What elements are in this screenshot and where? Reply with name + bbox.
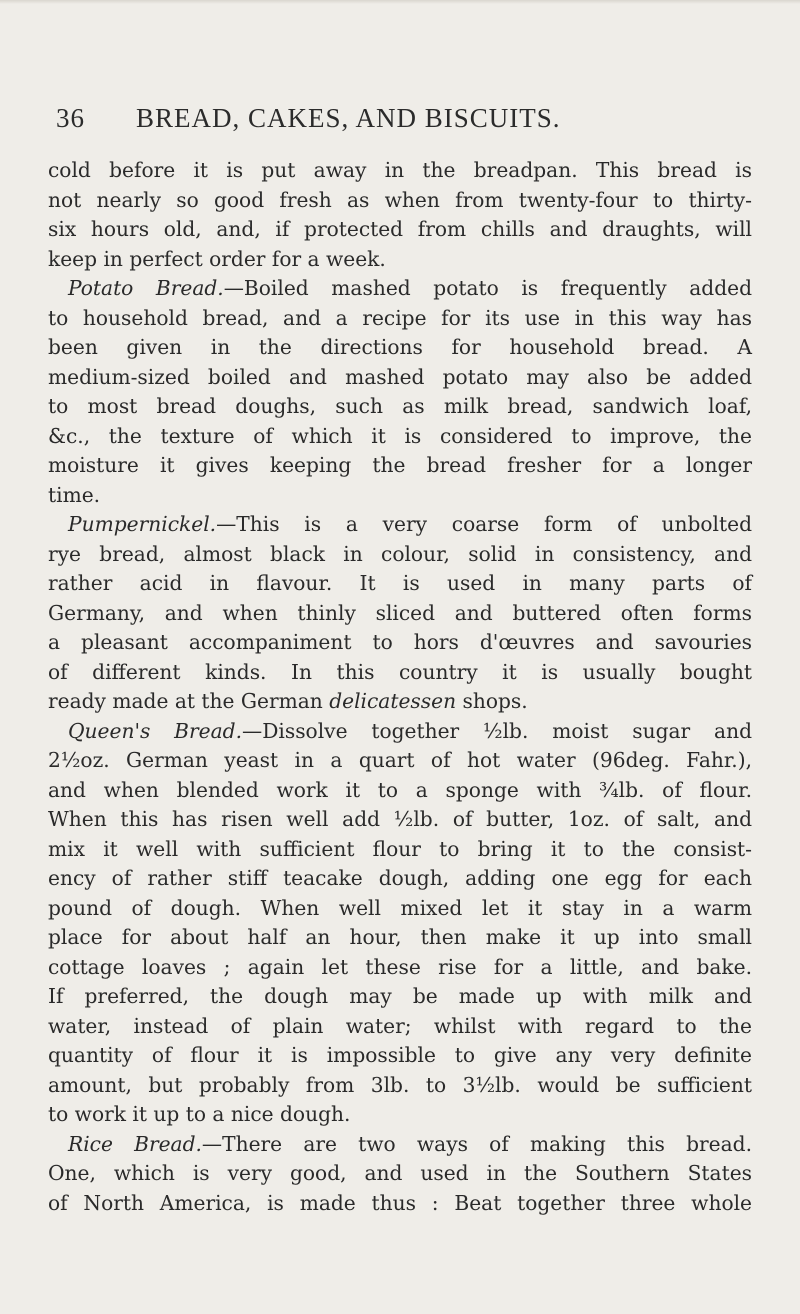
- text-line: When this has risen well add ½lb. of butter, 1oz. of salt, and: [48, 807, 752, 831]
- text-line: water, instead of plain water; whilst with regard to the: [48, 1013, 752, 1038]
- text-line: rather acid in flavour. It is used in many parts of: [48, 571, 752, 595]
- running-title: BREAD, CAKES, AND BISCUITS.: [136, 103, 561, 133]
- text-line: rye bread, almost black in colour, solid in consistency, and: [48, 541, 752, 566]
- paragraph-queens-bread: [48, 717, 752, 1130]
- paragraph-continuation: [48, 156, 752, 274]
- text-line: to work it up to a nice dough.: [48, 1102, 351, 1126]
- text-line: One, which is very good, and used in the Southern States: [48, 1161, 752, 1185]
- section-heading-queens-bread: Queen's Bread.: [68, 718, 242, 743]
- running-header: [56, 103, 756, 143]
- page-top-edge: [0, 0, 800, 4]
- text-run: —Boiled mashed potato is frequently added: [223, 276, 752, 300]
- text-line: of North America, is made thus : Beat together three whole: [48, 1190, 752, 1215]
- text-run: shops.: [456, 689, 528, 713]
- paragraph-pumpernickel: [48, 510, 752, 717]
- text-line: [48, 274, 752, 304]
- text-line: 2½oz. German yeast in a quart of hot water (96deg. Fahr.),: [48, 748, 752, 772]
- text-line: of different kinds. In this country it is usually bought: [48, 659, 752, 684]
- section-heading-potato-bread: Potato Bread.: [68, 276, 224, 300]
- text-line: [48, 687, 752, 717]
- paragraph-potato-bread: [48, 274, 752, 510]
- text-line: If preferred, the dough may be made up with milk and: [48, 984, 752, 1008]
- page-number: 36: [56, 103, 85, 133]
- text-line: a pleasant accompaniment to hors d'œuvres and savouries: [48, 630, 752, 654]
- text-line: quantity of flour it is impossible to give any very definite: [48, 1043, 752, 1067]
- text-line: six hours old, and, if protected from chills and draughts, will: [48, 217, 752, 241]
- text-line: Germany, and when thinly sliced and buttered often forms: [48, 600, 752, 625]
- text-line: to household bread, and a recipe for its use in this way has: [48, 305, 752, 330]
- text-line: [48, 510, 752, 540]
- text-run: —There are two ways of making this bread.: [201, 1131, 752, 1156]
- text-line: &c., the texture of which it is considered to improve, the: [48, 423, 752, 448]
- section-heading-pumpernickel: Pumpernickel.: [68, 512, 217, 536]
- text-line: place for about half an hour, then make it up into small: [48, 925, 752, 949]
- text-line: cottage loaves ; again let these rise for a little, and bake.: [48, 954, 752, 979]
- text-line: moisture it gives keeping the bread fresher for a longer: [48, 453, 752, 477]
- text-line: [48, 717, 752, 747]
- text-line: amount, but probably from 3lb. to 3½lb. would be sufficient: [48, 1072, 752, 1097]
- page-body: [48, 156, 752, 1218]
- text-line: not nearly so good fresh as when from twenty-four to thirty-: [48, 187, 752, 212]
- text-line: keep in perfect order for a week.: [48, 246, 386, 271]
- text-line: [48, 1130, 752, 1160]
- text-line: time.: [48, 482, 101, 507]
- text-line: been given in the directions for household bread. A: [48, 335, 752, 359]
- text-line: mix it well with sufficient flour to bring it to the consist-: [48, 836, 752, 861]
- paragraph-rice-bread: [48, 1130, 752, 1219]
- section-heading-rice-bread: Rice Bread.: [68, 1131, 202, 1156]
- text-run: —This is a very coarse form of unbolted: [216, 512, 752, 536]
- text-line: pound of dough. When well mixed let it stay in a warm: [48, 895, 752, 920]
- text-line: to most bread doughs, such as milk bread, sandwich loaf,: [48, 394, 752, 418]
- text-run: ready made at the German: [48, 689, 330, 713]
- text-line: medium-sized boiled and mashed potato may also be added: [48, 364, 752, 389]
- text-line: ency of rather stiff teacake dough, adding one egg for each: [48, 866, 752, 890]
- text-run: —Dissolve together ½lb. moist sugar and: [242, 718, 752, 743]
- italic-term: delicatessen: [329, 689, 457, 713]
- text-line: and when blended work it to a sponge with ¾lb. of flour.: [48, 777, 752, 802]
- text-line: cold before it is put away in the breadpan. This bread is: [48, 158, 752, 182]
